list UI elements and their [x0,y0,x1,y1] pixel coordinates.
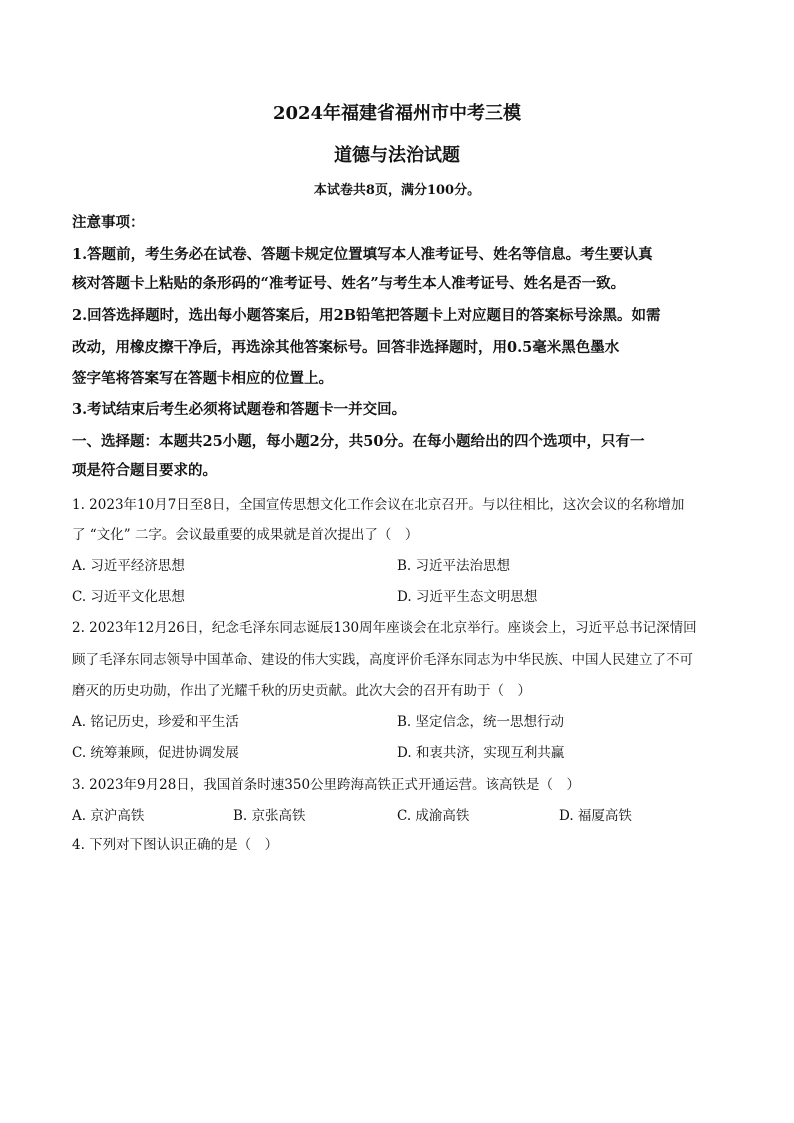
question-stem: 顾了毛泽东同志领导中国革命、建设的伟大实践，高度评价毛泽东同志为中华民族、中国人民建立了不可 [72,652,693,668]
option-b: B. 坚定信念，统一思想行动 [397,714,565,730]
exam-info: 本试卷共8页，满分100分。 [313,183,481,198]
question-stem: 3. 2023年9月28日，我国首条时速350公里跨海高铁正式开通运营。该高铁是（ ） [72,777,581,793]
question-stem: 1. 2023年10月7日至8日，全国宣传思想文化工作会议在北京召开。与以往相比，这次会议的名称增加 [72,497,685,513]
option-a: A. 习近平经济思想 [72,558,185,574]
question-stem: 4. 下列对下图认识正确的是（ ） [72,837,279,853]
section-heading: 一、选择题：本题共25小题，每小题2分，共50分。在每小题给出的四个选项中，只有一 [72,433,645,450]
notes-line: 改动，用橡皮擦干净后，再选涂其他答案标号。回答非选择题时，用0.5毫米黑色墨水 [72,339,620,356]
notes-line: 核对答题卡上粘贴的条形码的“准考证号、姓名”与考生本人准考证号、姓名是否一致。 [72,275,626,292]
option-b: B. 京张高铁 [233,808,306,824]
option-c: C. 成渝高铁 [397,808,470,824]
option-d: D. 福厦高铁 [559,808,632,824]
exam-title: 2024年福建省福州市中考三模 [272,103,522,124]
option-c: C. 习近平文化思想 [72,589,185,605]
question-stem: 磨灭的历史功勋，作出了光耀千秋的历史贡献。此次大会的召开有助于（ ） [72,683,531,699]
notes-line: 2.回答选择题时，选出每小题答案后，用2B铅笔把答题卡上对应题目的答案标号涂黑。如需 [72,307,661,324]
notes-line: 签字笔将答案写在答题卡相应的位置上。 [72,370,333,387]
option-a: A. 铭记历史，珍爱和平生活 [72,714,239,730]
notes-line: 1.答题前，考生务必在试卷、答题卡规定位置填写本人准考证号、姓名等信息。考生要认真 [72,246,653,263]
exam-subject: 道德与法治试题 [334,145,460,166]
notes-line: 3.考试结束后考生必须将试题卷和答题卡一并交回。 [72,401,407,418]
option-a: A. 京沪高铁 [72,808,145,824]
option-c: C. 统筹兼顾，促进协调发展 [72,745,239,761]
notes-heading: 注意事项： [72,214,145,231]
option-b: B. 习近平法治思想 [397,558,511,574]
option-d: D. 和衷共济，实现互利共赢 [397,745,565,761]
section-heading: 项是符合题目要求的。 [72,462,217,479]
option-d: D. 习近平生态文明思想 [397,589,538,605]
question-stem: 了 “文化” 二字。会议最重要的成果就是首次提出了（ ） [72,527,419,543]
question-stem: 2. 2023年12月26日，纪念毛泽东同志诞辰130周年座谈会在北京举行。座谈会上，习近平总书记深情回 [72,620,697,636]
